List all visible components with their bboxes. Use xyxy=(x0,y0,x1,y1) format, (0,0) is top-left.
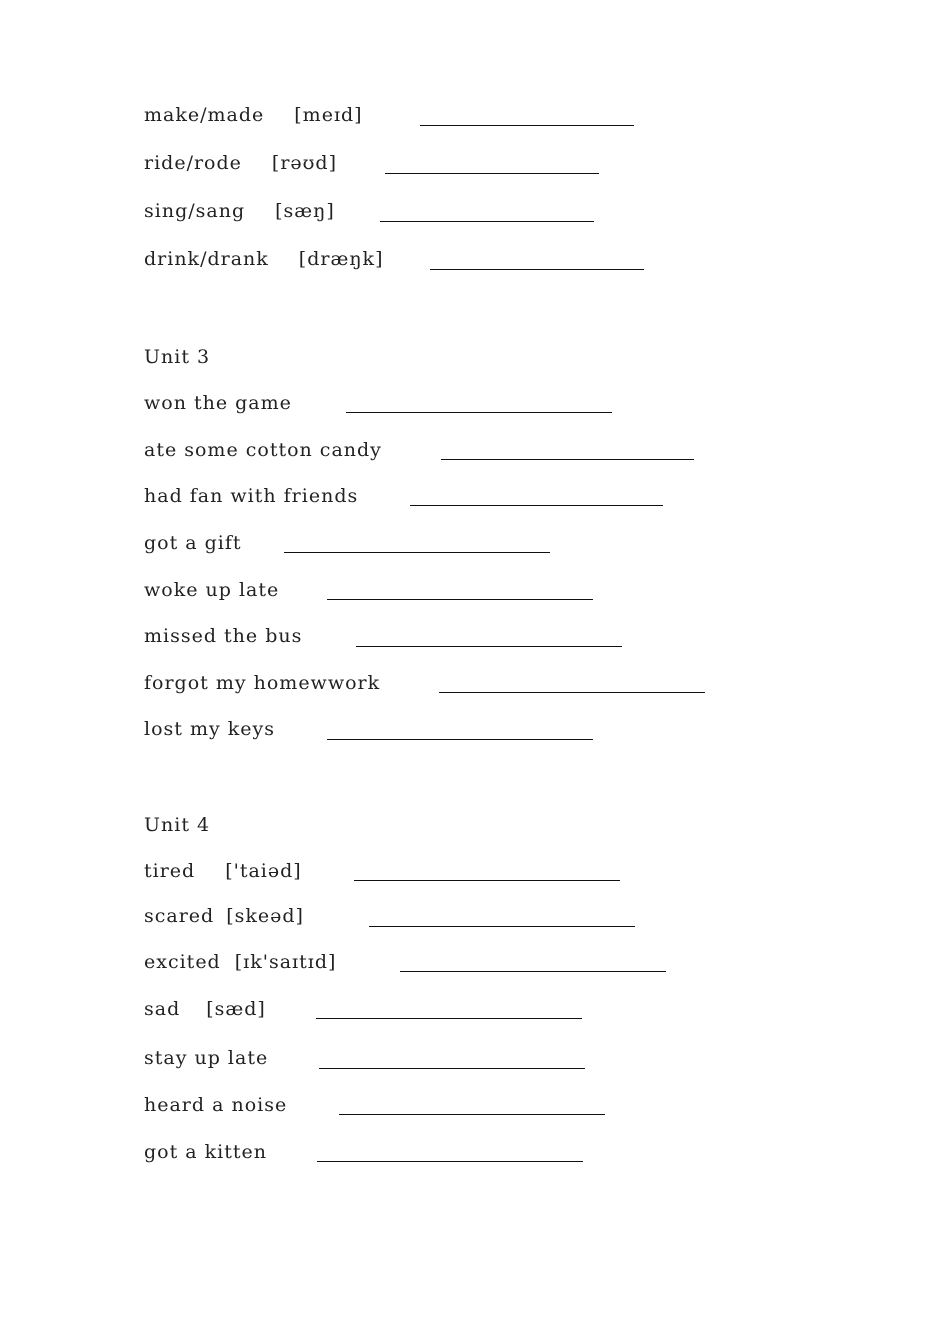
phrase-row: lost my keys xyxy=(144,718,275,740)
vocab-phonetic: [dræŋk] xyxy=(298,248,384,270)
vocab-row xyxy=(144,152,337,174)
unit-heading: Unit 4 xyxy=(144,814,211,836)
vocab-word: sing/sang xyxy=(144,200,246,222)
answer-blank[interactable] xyxy=(400,971,666,972)
answer-blank[interactable] xyxy=(339,1114,605,1115)
answer-blank[interactable] xyxy=(430,269,644,270)
answer-blank[interactable] xyxy=(284,552,550,553)
answer-blank[interactable] xyxy=(410,505,663,506)
phrase-row: got a kitten xyxy=(144,1141,267,1163)
phrase-row: got a gift xyxy=(144,532,242,554)
vocab-row xyxy=(144,248,383,270)
vocab-phonetic: ['taiəd] xyxy=(225,860,302,882)
answer-blank[interactable] xyxy=(327,739,593,740)
vocab-row xyxy=(144,998,266,1020)
phrase-row: woke up late xyxy=(144,579,280,601)
answer-blank[interactable] xyxy=(439,692,705,693)
answer-blank[interactable] xyxy=(317,1161,583,1162)
phrase-row: missed the bus xyxy=(144,625,303,647)
vocab-word: ride/rode xyxy=(144,152,242,174)
vocab-word: scared xyxy=(144,905,215,927)
phrase-row: had fan with friends xyxy=(144,485,359,507)
vocab-word: drink/drank xyxy=(144,248,269,270)
phrase-row: forgot my homewwork xyxy=(144,672,381,694)
phrase-row: heard a noise xyxy=(144,1094,288,1116)
vocab-word: sad xyxy=(144,998,181,1020)
vocab-phonetic: [ɪk'saɪtɪd] xyxy=(234,951,337,973)
vocab-phonetic: [sæd] xyxy=(206,998,266,1020)
answer-blank[interactable] xyxy=(327,599,593,600)
answer-blank[interactable] xyxy=(316,1018,582,1019)
vocab-row xyxy=(144,905,304,927)
vocab-phonetic: [sæŋ] xyxy=(275,200,335,222)
phrase-row: ate some cotton candy xyxy=(144,439,382,461)
vocab-word: make/made xyxy=(144,104,265,126)
answer-blank[interactable] xyxy=(354,880,620,881)
answer-blank[interactable] xyxy=(420,125,634,126)
answer-blank[interactable] xyxy=(319,1068,585,1069)
vocab-word: tired xyxy=(144,860,196,882)
answer-blank[interactable] xyxy=(380,221,594,222)
phrase-row: stay up late xyxy=(144,1047,269,1069)
unit-heading: Unit 3 xyxy=(144,346,211,368)
phrase-row: won the game xyxy=(144,392,292,414)
vocab-row xyxy=(144,951,336,973)
answer-blank[interactable] xyxy=(356,646,622,647)
vocab-phonetic: [meɪd] xyxy=(294,104,363,126)
answer-blank[interactable] xyxy=(346,412,612,413)
answer-blank[interactable] xyxy=(441,459,694,460)
vocab-row xyxy=(144,104,363,126)
answer-blank[interactable] xyxy=(369,926,635,927)
vocab-row xyxy=(144,200,335,222)
vocab-row xyxy=(144,860,302,882)
vocab-phonetic: [rəʊd] xyxy=(271,152,338,174)
vocab-phonetic: [skeəd] xyxy=(226,905,304,927)
vocab-word: excited xyxy=(144,951,221,973)
answer-blank[interactable] xyxy=(385,173,599,174)
